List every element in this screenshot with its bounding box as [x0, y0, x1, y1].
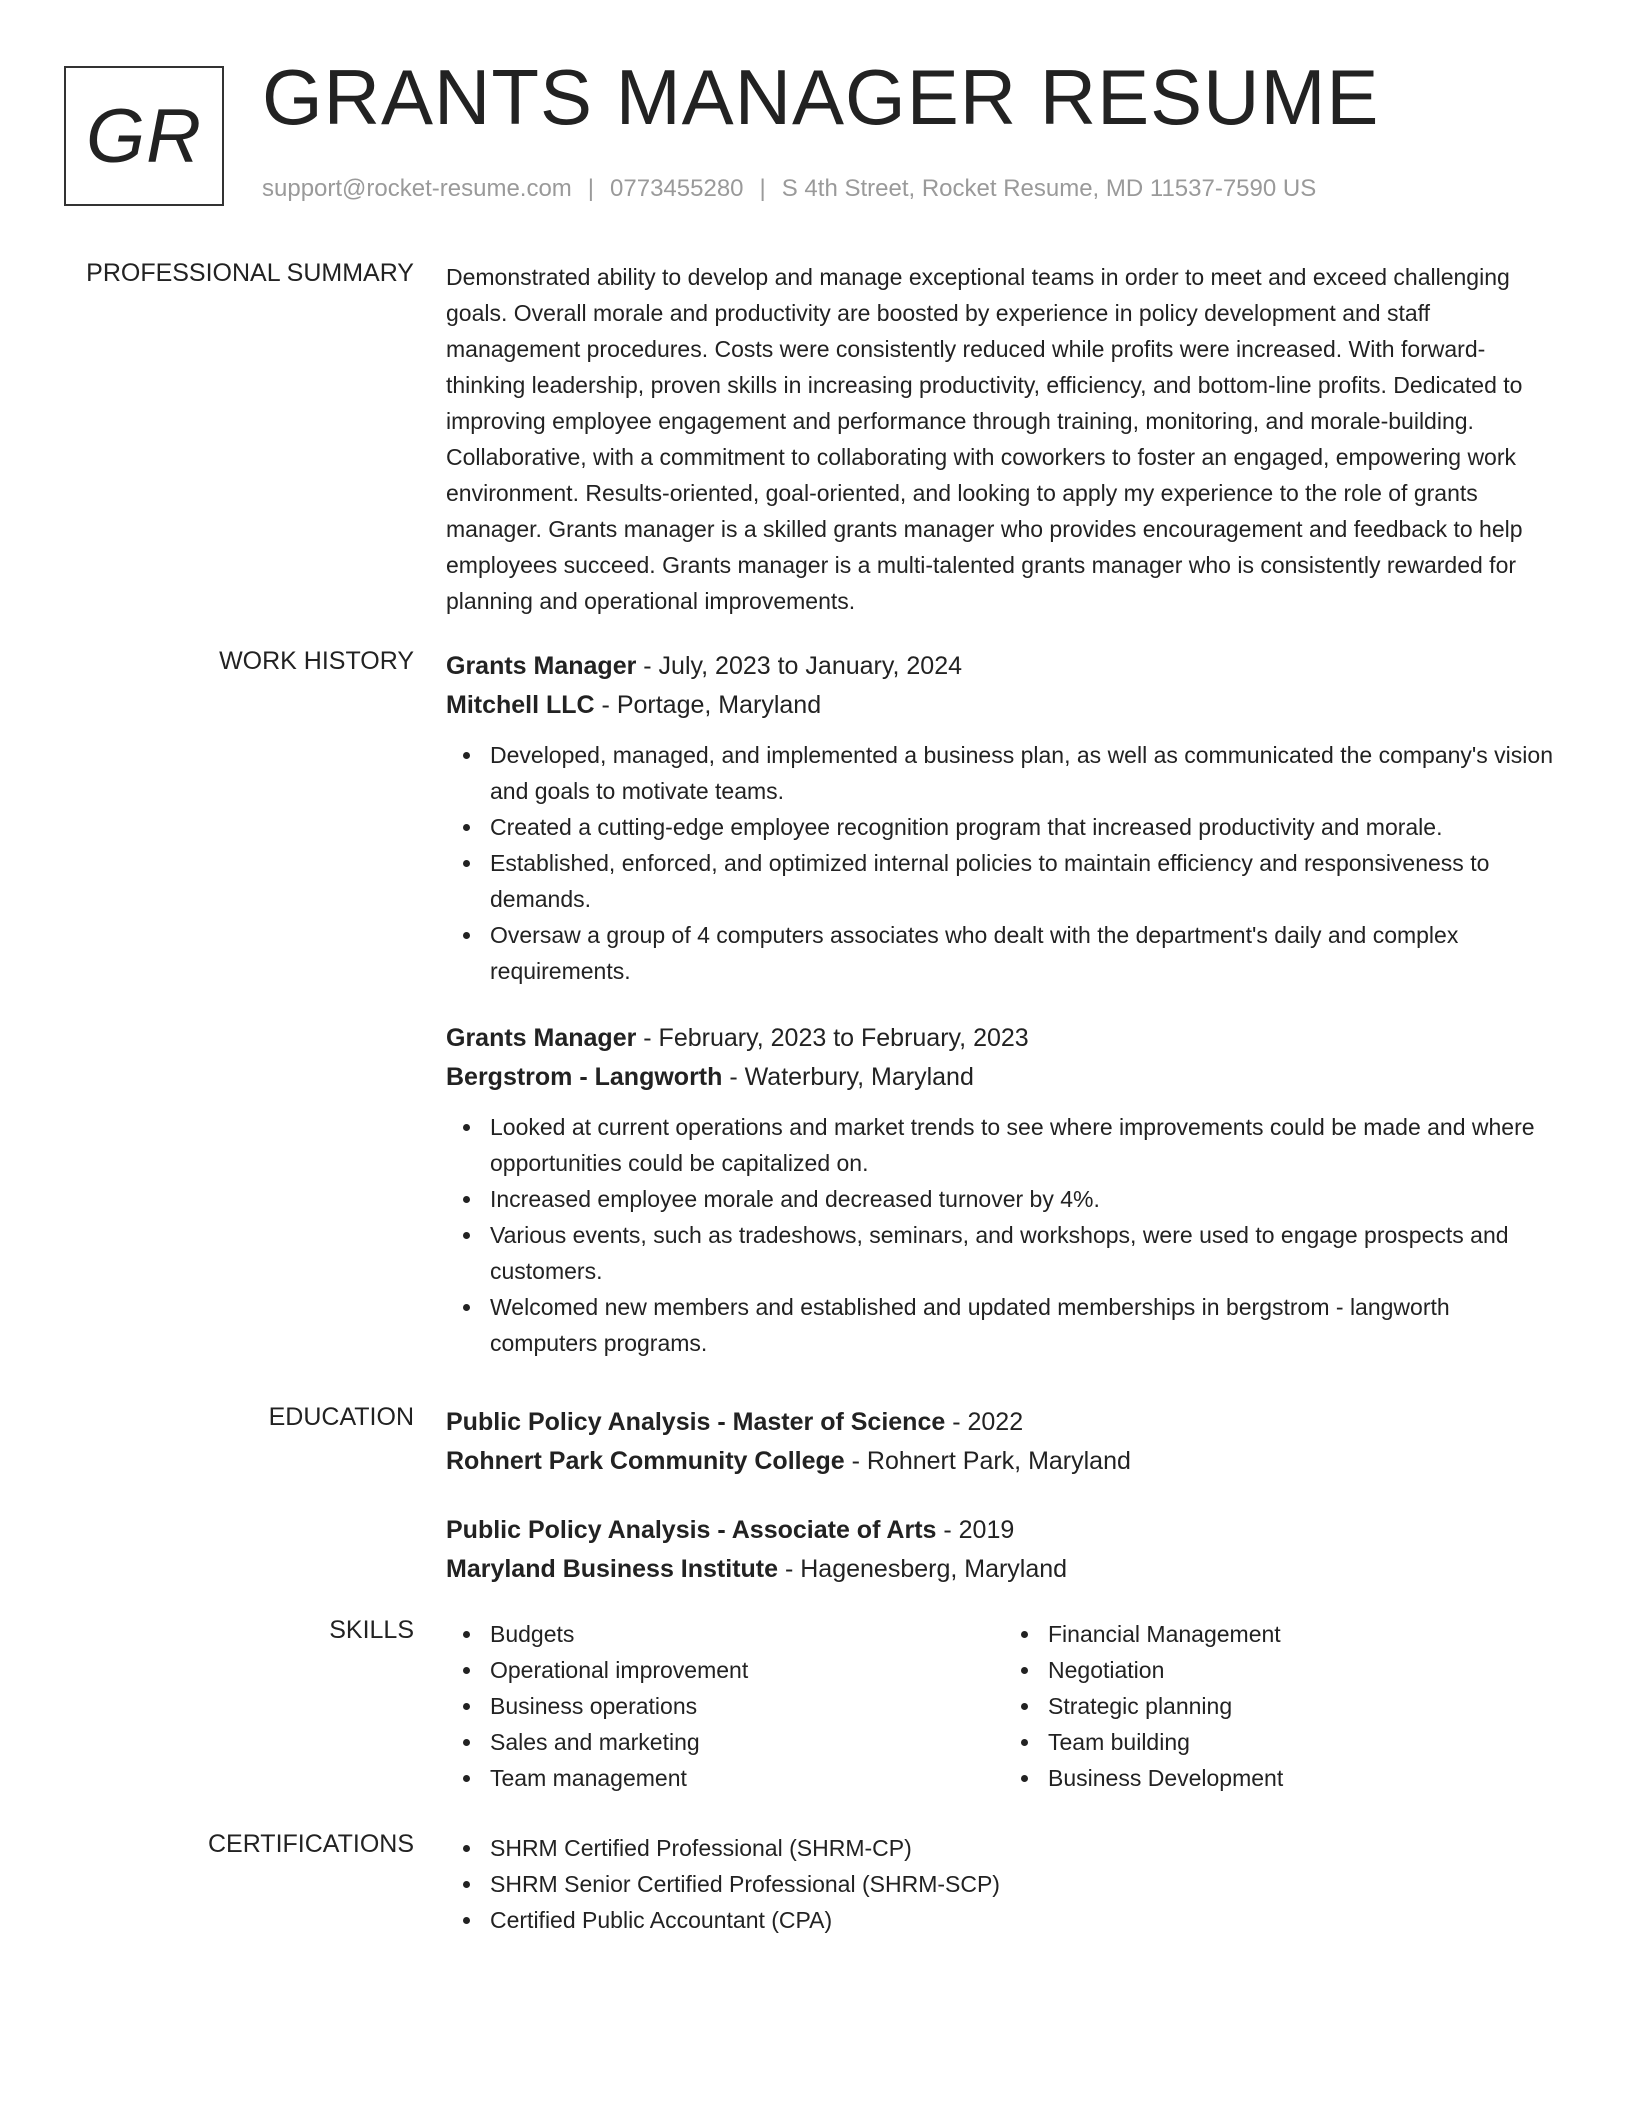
- certifications-heading: CERTIFICATIONS: [207, 1830, 414, 1858]
- skills-column-right: [1004, 1616, 1562, 1796]
- contact-separator: |: [759, 175, 766, 202]
- job-title-line: [446, 1019, 1562, 1058]
- contact-address: S 4th Street, Rocket Resume, MD 11537-7590 US: [781, 175, 1317, 202]
- skill-item: Business Development: [1048, 1760, 1562, 1796]
- education-entry: [446, 1511, 1562, 1589]
- degree: Public Policy Analysis - Associate of Arts: [446, 1516, 937, 1544]
- skills-body: [446, 1616, 1562, 1796]
- work-history-heading: WORK HISTORY: [219, 647, 414, 675]
- job-title-line: [446, 647, 1562, 686]
- education-body: [446, 1403, 1562, 1619]
- skills-heading: SKILLS: [329, 1616, 414, 1644]
- job-bullet: Welcomed new members and established and updated memberships in bergstrom - langworth computers programs.: [490, 1289, 1562, 1361]
- skill-item: Negotiation: [1048, 1652, 1562, 1688]
- school-location: - Rohnert Park, Maryland: [844, 1447, 1131, 1475]
- job-company-line: [446, 686, 1562, 725]
- job-title: Grants Manager: [446, 652, 637, 680]
- school-location: - Hagenesberg, Maryland: [778, 1555, 1068, 1583]
- school-line: [446, 1550, 1562, 1589]
- certifications-body: [446, 1830, 1562, 1938]
- work-history-body: [446, 647, 1562, 1391]
- certifications-list: [446, 1830, 1562, 1938]
- degree-year: - 2019: [936, 1516, 1015, 1544]
- job-bullet: Established, enforced, and optimized internal policies to maintain efficiency and responsiveness to demands.: [490, 845, 1562, 917]
- school: Rohnert Park Community College: [446, 1447, 845, 1475]
- job-location: - Waterbury, Maryland: [722, 1063, 974, 1091]
- degree-line: [446, 1511, 1562, 1550]
- job-entry: [446, 647, 1562, 989]
- job-bullet: Developed, managed, and implemented a business plan, as well as communicated the company's vision and goals to motivate teams.: [490, 737, 1562, 809]
- contact-phone: 0773455280: [610, 175, 744, 202]
- skills-column-left: [446, 1616, 1004, 1796]
- job-bullet: Oversaw a group of 4 computers associates who dealt with the department's daily and complex requirements.: [490, 917, 1562, 989]
- skill-item: Business operations: [490, 1688, 1004, 1724]
- contact-separator: |: [587, 175, 595, 202]
- job-bullet: Created a cutting-edge employee recognition program that increased productivity and morale.: [490, 809, 1562, 845]
- skill-item: Team management: [490, 1760, 1004, 1796]
- contact-line: [262, 175, 1316, 203]
- skill-item: Operational improvement: [490, 1652, 1004, 1688]
- skill-item: Budgets: [490, 1616, 1004, 1652]
- job-entry: [446, 1019, 1562, 1361]
- job-bullets: [446, 1109, 1562, 1361]
- skill-item: Financial Management: [1048, 1616, 1562, 1652]
- degree-year: - 2022: [945, 1408, 1024, 1436]
- resume-title: GRANTS MANAGER RESUME: [262, 53, 1380, 141]
- summary-heading: PROFESSIONAL SUMMARY: [86, 259, 414, 287]
- job-bullet: Various events, such as tradeshows, seminars, and workshops, were used to engage prospects and customers.: [490, 1217, 1562, 1289]
- degree: Public Policy Analysis - Master of Science: [446, 1408, 946, 1436]
- monogram-logo: GR: [64, 66, 224, 206]
- school-line: [446, 1442, 1562, 1481]
- job-bullet: Increased employee morale and decreased turnover by 4%.: [490, 1181, 1562, 1217]
- skill-item: Strategic planning: [1048, 1688, 1562, 1724]
- job-bullets: [446, 737, 1562, 989]
- skill-item: Team building: [1048, 1724, 1562, 1760]
- job-dates: - February, 2023 to February, 2023: [636, 1024, 1029, 1052]
- job-dates: - July, 2023 to January, 2024: [636, 652, 963, 680]
- certification-item: SHRM Senior Certified Professional (SHRM-SCP): [490, 1866, 1562, 1902]
- job-location: - Portage, Maryland: [594, 691, 822, 719]
- contact-email: support@rocket-resume.com: [262, 175, 572, 202]
- job-company-line: [446, 1058, 1562, 1097]
- certification-item: Certified Public Accountant (CPA): [490, 1902, 1562, 1938]
- job-title: Grants Manager: [446, 1024, 637, 1052]
- school: Maryland Business Institute: [446, 1555, 779, 1583]
- education-heading: EDUCATION: [268, 1403, 414, 1431]
- education-entry: [446, 1403, 1562, 1481]
- summary-text: Demonstrated ability to develop and manage exceptional teams in order to meet and exceed challenging goals. Overall morale and productivity are boosted by experience in policy development and staff management procedures. Costs were consistently reduced while profits were increased. With forward-thinking leadership, proven skills in increasing productivity, efficiency, and bottom-line profits. Dedicated to improving employee engagement and performance through training, monitoring, and morale-building. Collaborative, with a commitment to collaborating with coworkers to foster an engaged, empowering work environment. Results-oriented, goal-oriented, and looking to apply my experience to the role of grants manager. Grants manager is a skilled grants manager who provides encouragement and feedback to help employees succeed. Grants manager is a multi-talented grants manager who is consistently rewarded for planning and operational improvements.: [446, 264, 1523, 614]
- job-company: Bergstrom - Langworth: [446, 1063, 723, 1091]
- job-company: Mitchell LLC: [446, 691, 595, 719]
- skill-item: Sales and marketing: [490, 1724, 1004, 1760]
- certification-item: SHRM Certified Professional (SHRM-CP): [490, 1830, 1562, 1866]
- degree-line: [446, 1403, 1562, 1442]
- job-bullet: Looked at current operations and market trends to see where improvements could be made and where opportunities could be capitalized on.: [490, 1109, 1562, 1181]
